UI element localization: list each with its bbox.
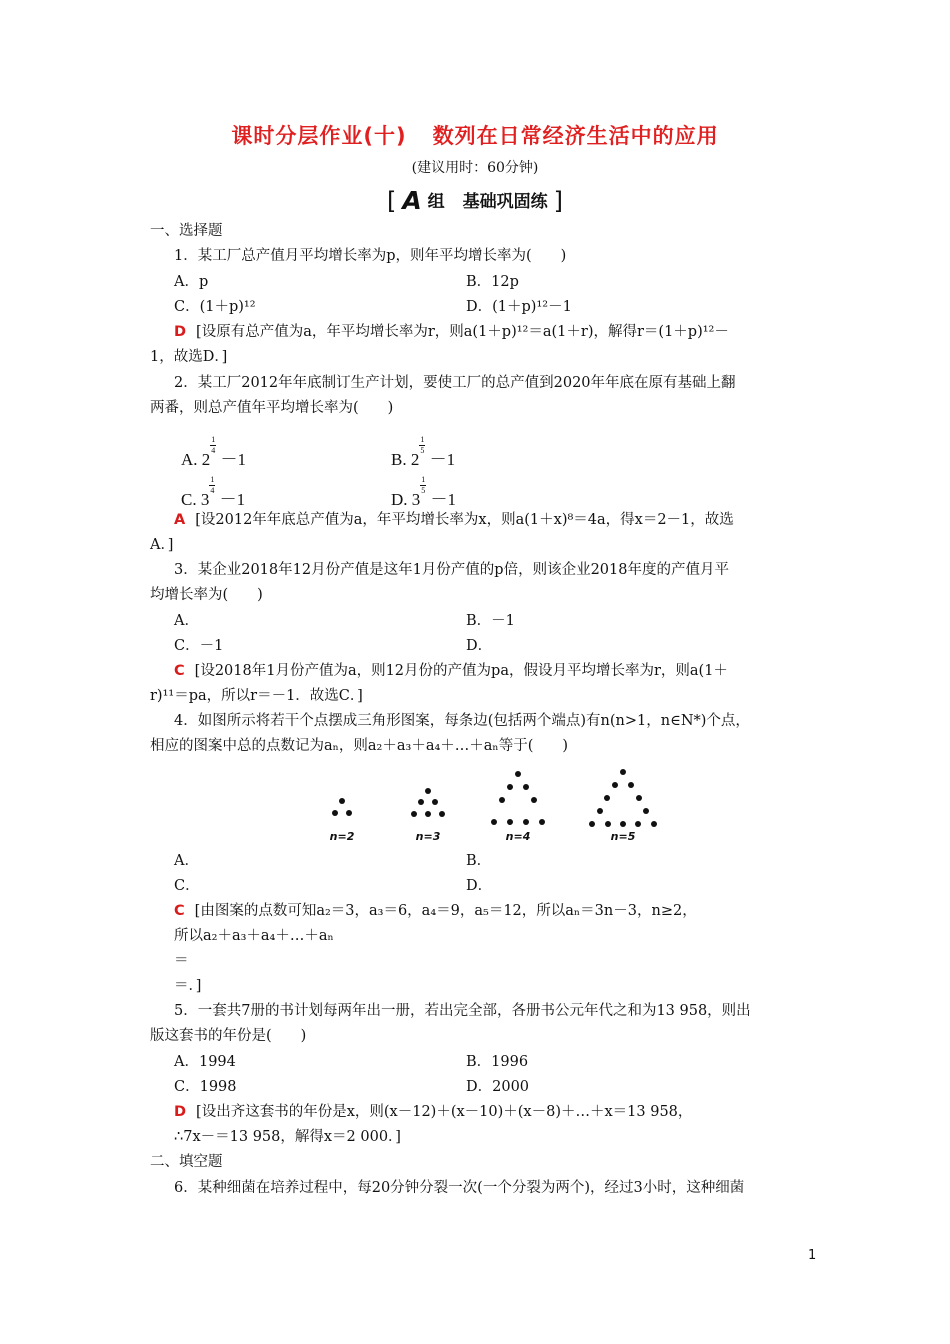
option-b: [391, 436, 455, 470]
bracket-left: [: [387, 187, 397, 215]
denominator: 5: [420, 446, 425, 455]
explanation-continued: ＝．]: [174, 978, 202, 994]
option-a: A．: [174, 613, 199, 629]
denominator: 4: [211, 446, 216, 455]
option-c: [181, 476, 245, 510]
exponent-fraction: [420, 476, 426, 495]
option-c: C．1998: [174, 1079, 237, 1095]
question-text: 2．某工厂2012年年底制订生产计划，要使工厂的总产值到2020年年底在原有基础上翻: [174, 375, 736, 391]
option-c: C．－1: [174, 638, 224, 654]
explanation-continued: ＝: [174, 953, 189, 969]
option-label: A.: [181, 450, 198, 469]
answer-letter: A: [174, 512, 186, 528]
option-c: C．(1＋p)¹²: [174, 299, 256, 315]
explanation-text: [设出齐这套书的年份是x，则(x－12)＋(x－10)＋(x－8)＋…＋x＝13 958，: [196, 1104, 693, 1120]
explanation-continued: r)¹¹＝pa，所以r＝－1．故选C．]: [150, 688, 363, 704]
question-text-continued: 相应的图案中总的点数记为aₙ，则a₂＋a₃＋a₄＋…＋aₙ等于( ): [150, 738, 569, 754]
option-tail: －1: [219, 490, 246, 509]
option-label: C.: [181, 490, 197, 509]
answer-explanation: [174, 1102, 692, 1122]
option-tail: －1: [220, 450, 247, 469]
denominator: 4: [210, 486, 215, 495]
option-d: D．2000: [466, 1079, 530, 1095]
question-text-continued: 版这套书的年份是( ): [150, 1028, 307, 1044]
option-a: A．: [174, 853, 199, 869]
option-b: B．1996: [466, 1054, 529, 1070]
option-base: 3: [200, 490, 210, 509]
option-a: [181, 436, 246, 470]
answer-letter: D: [174, 1104, 187, 1120]
question-text-continued: 两番，则总产值年平均增长率为( ): [150, 400, 394, 416]
explanation-continued: 1，故选D．]: [150, 349, 228, 365]
explanation-text: [设2012年年底总产值为a，年平均增长率为x，则a(1＋x)⁸＝4a，得x＝2－1，故选: [195, 512, 734, 528]
label-n3: n=3: [415, 830, 441, 843]
label-n5: n=5: [610, 830, 636, 843]
section-heading: 一、选择题: [150, 223, 223, 239]
question-text-continued: 均增长率为( ): [150, 587, 263, 603]
option-label: B.: [391, 450, 407, 469]
answer-letter: C: [174, 903, 185, 919]
denominator: 5: [421, 486, 426, 495]
pattern-n3: [411, 788, 445, 817]
option-b: B．－1: [466, 613, 515, 629]
option-base: 2: [410, 450, 420, 469]
option-a: A．p: [174, 274, 209, 290]
option-b: B．: [466, 853, 492, 869]
option-base: 2: [201, 450, 211, 469]
title-part-b: 数列在日常经济生活中的应用: [432, 124, 719, 148]
option-a: A．1994: [174, 1054, 236, 1070]
numerator: 1: [211, 435, 216, 444]
question-text: 1．某工厂总产值月平均增长率为p，则年平均增长率为( ): [174, 248, 567, 264]
question-text: 6．某种细菌在培养过程中，每20分钟分裂一次(一个分裂为两个)，经过3小时，这种细菌: [174, 1180, 745, 1196]
question-text: 4．如图所示将若干个点摆成三角形图案，每条边(包括两个端点)有n(n>1，n∈N*)个点，: [174, 713, 750, 729]
option-tail: －1: [429, 450, 456, 469]
title-part-a: 课时分层作业(十): [231, 124, 407, 148]
triangle-dots-figure: [318, 764, 678, 846]
answer-explanation: [174, 901, 697, 921]
answer-letter: D: [174, 324, 187, 340]
numerator: 1: [420, 435, 425, 444]
label-n4: n=4: [505, 830, 531, 843]
suggested-time: (建议用时：60分钟): [411, 160, 539, 176]
answer-letter: C: [174, 663, 185, 679]
pattern-n2: [332, 798, 352, 816]
explanation-text: [设2018年1月份产值为a，则12月份的产值为pa，假设月平均增长率为r，则a(1＋: [194, 663, 728, 679]
section-heading: 二、填空题: [150, 1154, 223, 1170]
question-text: 5．一套共7册的书计划每两年出一册，若出完全部，各册书公元年代之和为13 958，则出: [174, 1003, 751, 1019]
explanation-continued: ∴7x－＝13 958，解得x＝2 000．]: [174, 1129, 401, 1145]
explanation-continued: 所以a₂＋a₃＋a₄＋…＋aₙ: [174, 928, 334, 944]
exponent-fraction: [209, 476, 215, 495]
bracket-right: ]: [553, 187, 563, 215]
pattern-n5: [589, 769, 657, 827]
group-label: 组: [427, 192, 445, 212]
explanation-text: [由图案的点数可知a₂＝3，a₃＝6，a₄＝9，a₅＝12，所以aₙ＝3n－3，n≥2，: [194, 903, 697, 919]
numerator: 1: [421, 475, 426, 484]
option-tail: －1: [430, 490, 457, 509]
option-label: D.: [391, 490, 408, 509]
explanation-continued: A．]: [150, 537, 174, 553]
exponent-fraction: [419, 436, 425, 455]
option-d: D．(1＋p)¹²－1: [466, 299, 572, 315]
option-b: B．12p: [466, 274, 519, 290]
group-letter: A: [402, 186, 422, 215]
pattern-n4: [491, 771, 545, 825]
page-title: [0, 120, 950, 150]
explanation-text: [设原有总产值为a，年平均增长率为r，则a(1＋p)¹²＝a(1＋r)，解得r＝(1＋p)¹²－: [196, 324, 729, 340]
option-d: [391, 476, 456, 510]
option-c: C．: [174, 878, 200, 894]
label-n2: n=2: [329, 830, 355, 843]
group-banner: [0, 186, 950, 215]
option-d: D．: [466, 878, 493, 894]
answer-explanation: [174, 661, 728, 681]
group-name: 基础巩固练: [462, 192, 548, 212]
option-d: D．: [466, 638, 493, 654]
exponent-fraction: [210, 436, 216, 455]
question-text: 3．某企业2018年12月份产值是这年1月份产值的p倍，则该企业2018年度的产值月平: [174, 562, 729, 578]
option-base: 3: [411, 490, 421, 509]
answer-explanation: [174, 510, 734, 530]
numerator: 1: [210, 475, 215, 484]
answer-explanation: [174, 322, 729, 342]
page-number: 1: [808, 1248, 817, 1263]
